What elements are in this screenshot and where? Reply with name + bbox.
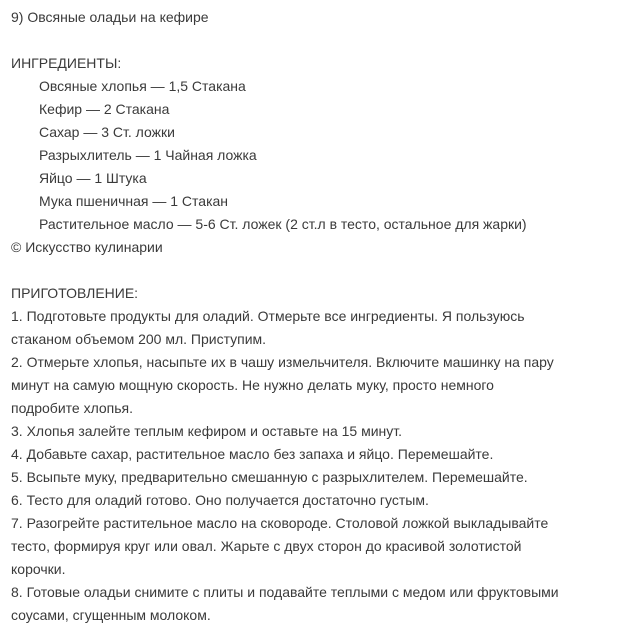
step-line: подробите хлопья. [11,400,134,416]
step-line: 8. Готовые оладьи снимите с плиты и подавайте теплыми с медом или фруктовыми [11,584,559,600]
step-line: тесто, формируя круг или овал. Жарьте с двух сторон до красивой золотистой [11,538,522,554]
ingredient-item: Мука пшеничная — 1 Стакан [39,193,229,209]
step-line: стаканом объемом 200 мл. Приступим. [11,331,267,347]
ingredient-item: Растительное масло — 5-6 Ст. ложек (2 ст.л в тесто, остальное для жарки) [39,216,527,232]
step-line: 7. Разогрейте растительное масло на сковороде. Столовой ложкой выкладывайте [11,515,549,531]
step-line: 5. Всыпьте муку, предварительно смешанную с разрыхлителем. Перемешайте. [11,469,528,485]
ingredient-item: Кефир — 2 Стакана [39,101,170,117]
step-line: минут на самую мощную скорость. Не нужно делать муку, просто немного [11,377,494,393]
step-line: 6. Тесто для оладий готово. Оно получается достаточно густым. [11,492,429,508]
preparation-steps [11,305,620,627]
ingredient-item: Овсяные хлопья — 1,5 Стакана [39,78,246,94]
step-line: корочки. [11,561,66,577]
step-line: 2. Отмерьте хлопья, насыпьте их в чашу измельчителя. Включите машинку на пару [11,354,554,370]
spacer [11,259,620,282]
ingredients-list [11,75,620,236]
copyright-credit: © Искусство кулинарии [11,239,163,255]
preparation-heading: ПРИГОТОВЛЕНИЕ: [11,285,139,301]
ingredient-item: Сахар — 3 Ст. ложки [39,124,175,140]
ingredient-item: Яйцо — 1 Штука [39,170,147,186]
recipe-title: 9) Овсяные оладьи на кефире [11,9,209,25]
step-line: 1. Подготовьте продукты для оладий. Отмерьте все ингредиенты. Я пользуюсь [11,308,525,324]
step-line: 4. Добавьте сахар, растительное масло без запаха и яйцо. Перемешайте. [11,446,494,462]
spacer [11,29,620,52]
ingredients-heading: ИНГРЕДИЕНТЫ: [11,55,122,71]
ingredient-item: Разрыхлитель — 1 Чайная ложка [39,147,257,163]
step-line: соусами, сгущенным молоком. [11,607,211,623]
step-line: 3. Хлопья залейте теплым кефиром и оставьте на 15 минут. [11,423,403,439]
